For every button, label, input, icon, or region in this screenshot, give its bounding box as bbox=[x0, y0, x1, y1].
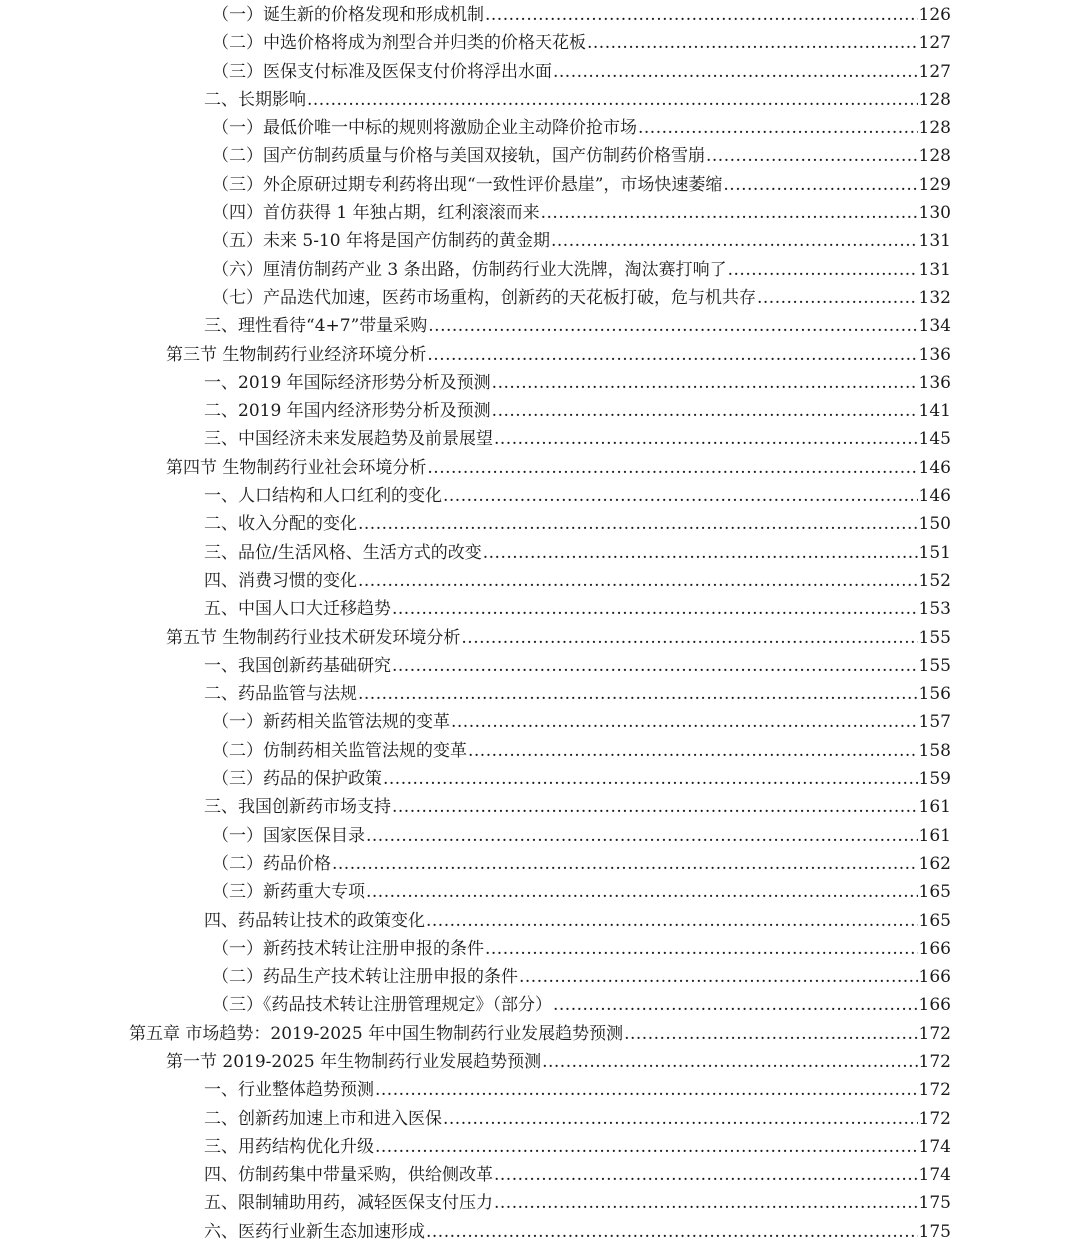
toc-entry-title: 四、药品转让技术的政策变化 bbox=[204, 910, 425, 931]
toc-dot-leader bbox=[553, 991, 918, 1019]
toc-dot-leader bbox=[366, 822, 918, 850]
toc-entry-title: 第四节 生物制药行业社会环境分析 bbox=[166, 457, 427, 478]
toc-entry[interactable] bbox=[0, 567, 1080, 595]
toc-entry-page-number: 141 bbox=[918, 401, 951, 422]
toc-entry[interactable] bbox=[0, 29, 1080, 57]
toc-entry-page-number: 128 bbox=[918, 146, 951, 167]
toc-entry[interactable] bbox=[0, 86, 1080, 114]
toc-entry[interactable] bbox=[0, 878, 1080, 906]
toc-entry[interactable] bbox=[0, 793, 1080, 821]
toc-entry[interactable] bbox=[0, 1189, 1080, 1217]
toc-dot-leader bbox=[587, 29, 918, 57]
toc-dot-leader bbox=[461, 624, 917, 652]
toc-entry[interactable] bbox=[0, 397, 1080, 425]
toc-dot-leader bbox=[332, 850, 918, 878]
toc-dot-leader bbox=[468, 737, 918, 765]
toc-dot-leader bbox=[427, 454, 917, 482]
toc-dot-leader bbox=[494, 1189, 918, 1217]
toc-dot-leader bbox=[624, 1020, 917, 1048]
toc-entry[interactable] bbox=[0, 680, 1080, 708]
toc-entry-title: 六、医药行业新生态加速形成 bbox=[204, 1221, 425, 1242]
toc-entry-page-number: 166 bbox=[918, 967, 951, 988]
toc-dot-leader bbox=[485, 1, 918, 29]
toc-entry-page-number: 130 bbox=[918, 203, 951, 224]
toc-dot-leader bbox=[358, 680, 918, 708]
toc-entry-page-number: 172 bbox=[918, 1108, 951, 1129]
toc-entry-page-number: 128 bbox=[918, 118, 951, 139]
toc-dot-leader bbox=[494, 425, 918, 453]
toc-dot-leader bbox=[426, 907, 918, 935]
toc-entry-title: 第五节 生物制药行业技术研发环境分析 bbox=[166, 627, 461, 648]
toc-dot-leader bbox=[638, 114, 918, 142]
toc-entry[interactable] bbox=[0, 1133, 1080, 1161]
toc-dot-leader bbox=[485, 935, 918, 963]
toc-entry[interactable] bbox=[0, 227, 1080, 255]
toc-entry[interactable] bbox=[0, 312, 1080, 340]
toc-entry[interactable] bbox=[0, 369, 1080, 397]
toc-entry-page-number: 174 bbox=[918, 1165, 951, 1186]
toc-entry[interactable] bbox=[0, 1161, 1080, 1189]
toc-dot-leader bbox=[451, 708, 918, 736]
toc-dot-leader bbox=[483, 539, 918, 567]
toc-entry-title: 一、行业整体趋势预测 bbox=[204, 1080, 374, 1101]
toc-entry[interactable] bbox=[0, 1048, 1080, 1076]
toc-dot-leader bbox=[392, 793, 918, 821]
toc-entry-title: 第三节 生物制药行业经济环境分析 bbox=[166, 344, 427, 365]
toc-entry-title: （一）最低价唯一中标的规则将激励企业主动降价抢市场 bbox=[212, 118, 637, 139]
toc-entry-page-number: 146 bbox=[918, 457, 951, 478]
toc-entry[interactable] bbox=[0, 1, 1080, 29]
toc-entry-title: （四）首仿获得 1 年独占期，红利滚滚而来 bbox=[212, 203, 540, 224]
toc-entry-page-number: 151 bbox=[918, 542, 951, 563]
toc-entry-page-number: 174 bbox=[918, 1136, 951, 1157]
toc-entry-page-number: 159 bbox=[918, 769, 951, 790]
toc-dot-leader bbox=[551, 227, 918, 255]
toc-dot-leader bbox=[392, 652, 918, 680]
toc-dot-leader bbox=[427, 341, 917, 369]
toc-entry-page-number: 152 bbox=[918, 570, 951, 591]
toc-dot-leader bbox=[542, 1048, 917, 1076]
toc-entry-title: 五、限制辅助用药，减轻医保支付压力 bbox=[204, 1193, 493, 1214]
toc-entry[interactable] bbox=[0, 907, 1080, 935]
toc-entry-title: 二、药品监管与法规 bbox=[204, 684, 357, 705]
toc-entry-title: （一）新药技术转让注册申报的条件 bbox=[212, 938, 484, 959]
toc-entry-title: （一）新药相关监管法规的变革 bbox=[212, 712, 450, 733]
toc-dot-leader bbox=[375, 1133, 918, 1161]
toc-entry-page-number: 127 bbox=[918, 61, 951, 82]
toc-entry-title: 三、我国创新药市场支持 bbox=[204, 797, 391, 818]
toc-entry-page-number: 153 bbox=[918, 599, 951, 620]
toc-entry-title: （二）中选价格将成为剂型合并归类的价格天花板 bbox=[212, 33, 586, 54]
toc-entry-title: 二、创新药加速上市和进入医保 bbox=[204, 1108, 442, 1129]
toc-entry-page-number: 165 bbox=[918, 882, 951, 903]
toc-entry[interactable] bbox=[0, 482, 1080, 510]
toc-entry[interactable] bbox=[0, 850, 1080, 878]
toc-entry-page-number: 128 bbox=[918, 89, 951, 110]
toc-entry-title: 第五章 市场趋势：2019-2025 年中国生物制药行业发展趋势预测 bbox=[129, 1023, 624, 1044]
toc-entry[interactable] bbox=[0, 708, 1080, 736]
toc-entry-page-number: 172 bbox=[918, 1051, 951, 1072]
toc-entry-title: （三）《药品技术转让注册管理规定》（部分） bbox=[212, 995, 552, 1016]
toc-entry[interactable] bbox=[0, 1105, 1080, 1133]
toc-entry-title: 三、品位/生活风格、生活方式的改变 bbox=[204, 542, 482, 563]
toc-entry-title: 四、仿制药集中带量采购，供给侧改革 bbox=[204, 1165, 493, 1186]
toc-entry-page-number: 146 bbox=[918, 486, 951, 507]
toc-entry-page-number: 131 bbox=[918, 259, 951, 280]
toc-entry-page-number: 166 bbox=[918, 938, 951, 959]
toc-dot-leader bbox=[492, 369, 918, 397]
toc-entry-title: （七）产品迭代加速，医药市场重构，创新药的天花板打破，危与机共存 bbox=[212, 287, 756, 308]
toc-entry[interactable] bbox=[0, 765, 1080, 793]
toc-dot-leader bbox=[307, 86, 918, 114]
toc-entry-page-number: 155 bbox=[918, 627, 951, 648]
toc-entry-page-number: 127 bbox=[918, 33, 951, 54]
toc-entry-page-number: 161 bbox=[918, 825, 951, 846]
toc-entry-page-number: 145 bbox=[918, 429, 951, 450]
toc-entry-page-number: 136 bbox=[918, 344, 951, 365]
toc-entry-page-number: 172 bbox=[918, 1080, 951, 1101]
toc-entry-title: 一、2019 年国际经济形势分析及预测 bbox=[204, 372, 491, 393]
toc-entry-title: （三）新药重大专项 bbox=[212, 882, 365, 903]
toc-entry-page-number: 155 bbox=[918, 655, 951, 676]
toc-entry-title: （二）国产仿制药质量与价格与美国双接轨，国产仿制药价格雪崩 bbox=[212, 146, 705, 167]
toc-entry[interactable] bbox=[0, 595, 1080, 623]
toc-entry-page-number: 150 bbox=[918, 514, 951, 535]
toc-dot-leader bbox=[757, 284, 918, 312]
toc-dot-leader bbox=[426, 1218, 918, 1246]
toc-entry[interactable] bbox=[0, 1076, 1080, 1104]
toc-entry-page-number: 129 bbox=[918, 174, 951, 195]
toc-entry-title: 一、人口结构和人口红利的变化 bbox=[204, 486, 442, 507]
toc-entry[interactable] bbox=[0, 341, 1080, 369]
toc-entry-title: 第一节 2019-2025 年生物制药行业发展趋势预测 bbox=[166, 1051, 542, 1072]
toc-dot-leader bbox=[723, 171, 917, 199]
toc-dot-leader bbox=[358, 567, 918, 595]
toc-entry-page-number: 134 bbox=[918, 316, 951, 337]
toc-entry-page-number: 161 bbox=[918, 797, 951, 818]
toc-dot-leader bbox=[375, 1076, 918, 1104]
toc-entry-title: （一）诞生新的价格发现和形成机制 bbox=[212, 5, 484, 25]
toc-entry-page-number: 165 bbox=[918, 910, 951, 931]
toc-entry-title: （六）厘清仿制药产业 3 条出路，仿制药行业大洗牌，淘汰赛打响了 bbox=[212, 259, 727, 280]
toc-dot-leader bbox=[519, 963, 918, 991]
toc-dot-leader bbox=[728, 256, 918, 284]
toc-entry[interactable] bbox=[0, 539, 1080, 567]
toc-entry-title: （三）医保支付标准及医保支付价将浮出水面 bbox=[212, 61, 552, 82]
toc-entry-title: （三）外企原研过期专利药将出现“一致性评价悬崖”，市场快速萎缩 bbox=[212, 174, 723, 195]
toc-entry[interactable] bbox=[0, 284, 1080, 312]
toc-entry-title: （二）药品生产技术转让注册申报的条件 bbox=[212, 967, 518, 988]
toc-dot-leader bbox=[428, 312, 917, 340]
toc-entry[interactable] bbox=[0, 963, 1080, 991]
toc-entry-page-number: 156 bbox=[918, 684, 951, 705]
toc-entry[interactable] bbox=[0, 256, 1080, 284]
toc-dot-leader bbox=[383, 765, 918, 793]
toc-entry-title: （二）仿制药相关监管法规的变革 bbox=[212, 740, 467, 761]
toc-entry-page-number: 158 bbox=[918, 740, 951, 761]
toc-dot-leader bbox=[492, 397, 918, 425]
toc-entry[interactable] bbox=[0, 199, 1080, 227]
toc-entry[interactable] bbox=[0, 935, 1080, 963]
toc-entry-title: 二、2019 年国内经济形势分析及预测 bbox=[204, 401, 491, 422]
toc-dot-leader bbox=[443, 482, 918, 510]
toc-entry-title: （二）药品价格 bbox=[212, 853, 331, 874]
toc-entry-page-number: 175 bbox=[918, 1221, 951, 1242]
toc-entry-title: 四、消费习惯的变化 bbox=[204, 570, 357, 591]
toc-entry-page-number: 166 bbox=[918, 995, 951, 1016]
toc-entry-title: 二、长期影响 bbox=[204, 89, 306, 110]
toc-entry[interactable] bbox=[0, 822, 1080, 850]
toc-entry-title: 五、中国人口大迁移趋势 bbox=[204, 599, 391, 620]
toc-entry-title: 三、中国经济未来发展趋势及前景展望 bbox=[204, 429, 493, 450]
toc-entry-title: 二、收入分配的变化 bbox=[204, 514, 357, 535]
toc-entry[interactable] bbox=[0, 425, 1080, 453]
toc-dot-leader bbox=[541, 199, 918, 227]
toc-entry[interactable] bbox=[0, 114, 1080, 142]
toc-entry[interactable] bbox=[0, 171, 1080, 199]
toc-entry[interactable] bbox=[0, 454, 1080, 482]
toc-entry[interactable] bbox=[0, 58, 1080, 86]
toc-entry-title: 三、理性看待“4+7”带量采购 bbox=[204, 316, 428, 337]
toc-entry[interactable] bbox=[0, 142, 1080, 170]
toc-entry-title: （五）未来 5-10 年将是国产仿制药的黄金期 bbox=[212, 231, 550, 252]
toc-entry-page-number: 136 bbox=[918, 372, 951, 393]
toc-entry[interactable] bbox=[0, 737, 1080, 765]
toc-entry-page-number: 126 bbox=[918, 5, 951, 25]
toc-entry[interactable] bbox=[0, 1218, 1080, 1246]
toc-dot-leader bbox=[366, 878, 918, 906]
toc-entry-title: （三）药品的保护政策 bbox=[212, 769, 382, 790]
toc-dot-leader bbox=[553, 58, 918, 86]
toc-entry[interactable] bbox=[0, 1020, 1080, 1048]
toc-dot-leader bbox=[392, 595, 918, 623]
toc-dot-leader bbox=[494, 1161, 918, 1189]
toc-dot-leader bbox=[443, 1105, 918, 1133]
toc-entry[interactable] bbox=[0, 510, 1080, 538]
toc-entry-page-number: 132 bbox=[918, 287, 951, 308]
toc-entry-title: 三、用药结构优化升级 bbox=[204, 1136, 374, 1157]
toc-entry-page-number: 131 bbox=[918, 231, 951, 252]
toc-entry-page-number: 157 bbox=[918, 712, 951, 733]
toc-entry-page-number: 172 bbox=[918, 1023, 951, 1044]
toc-entry-title: （一）国家医保目录 bbox=[212, 825, 365, 846]
toc-entry-page-number: 162 bbox=[918, 853, 951, 874]
toc-entry[interactable] bbox=[0, 652, 1080, 680]
toc-entry[interactable] bbox=[0, 624, 1080, 652]
toc-entry-title: 一、我国创新药基础研究 bbox=[204, 655, 391, 676]
toc-dot-leader bbox=[706, 142, 918, 170]
toc-entry-page-number: 175 bbox=[918, 1193, 951, 1214]
toc-entry[interactable] bbox=[0, 991, 1080, 1019]
toc-dot-leader bbox=[358, 510, 918, 538]
